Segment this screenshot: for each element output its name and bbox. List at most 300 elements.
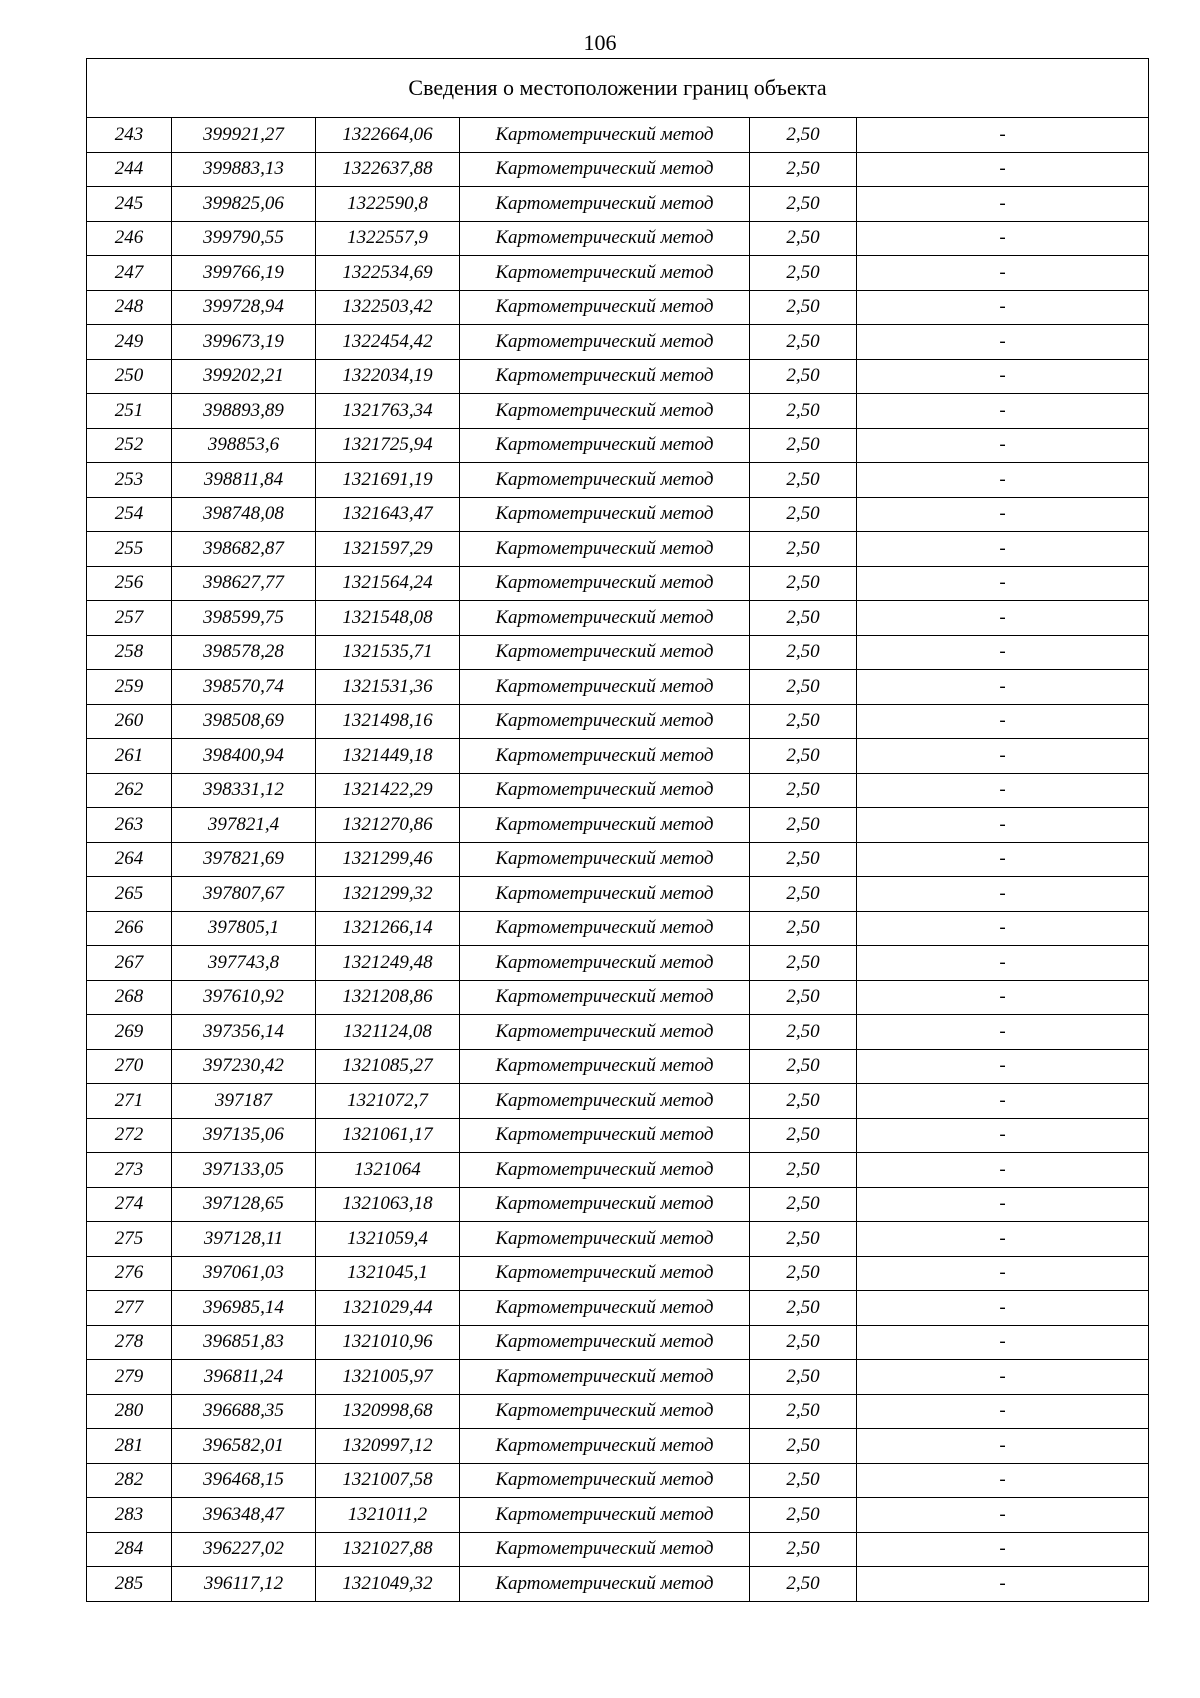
x-coordinate-cell: 397135,06: [172, 1118, 316, 1153]
y-coordinate-cell: 1321085,27: [316, 1049, 460, 1084]
x-coordinate-cell: 398599,75: [172, 601, 316, 636]
table-caption-row: [87, 59, 1149, 118]
x-coordinate-cell: 399202,21: [172, 359, 316, 394]
point-number-cell: 267: [87, 946, 172, 981]
point-number-cell: 278: [87, 1325, 172, 1360]
point-number-cell: 256: [87, 566, 172, 601]
accuracy-cell: 2,50: [750, 325, 857, 360]
accuracy-cell: 2,50: [750, 152, 857, 187]
description-cell: -: [857, 256, 1149, 291]
point-number-cell: 247: [87, 256, 172, 291]
description-cell: -: [857, 428, 1149, 463]
y-coordinate-cell: 1321449,18: [316, 739, 460, 774]
accuracy-cell: 2,50: [750, 980, 857, 1015]
x-coordinate-cell: 398748,08: [172, 497, 316, 532]
point-number-cell: 285: [87, 1567, 172, 1602]
table-body: [87, 59, 1149, 1602]
method-cell: Картометрический метод: [460, 773, 750, 808]
description-cell: -: [857, 325, 1149, 360]
y-coordinate-cell: 1322034,19: [316, 359, 460, 394]
page-number: 106: [583, 30, 617, 55]
x-coordinate-cell: 397061,03: [172, 1256, 316, 1291]
method-cell: Картометрический метод: [460, 946, 750, 981]
accuracy-cell: 2,50: [750, 670, 857, 705]
accuracy-cell: 2,50: [750, 428, 857, 463]
method-cell: Картометрический метод: [460, 1187, 750, 1222]
y-coordinate-cell: 1321124,08: [316, 1015, 460, 1050]
description-cell: -: [857, 1567, 1149, 1602]
table-row: [87, 980, 1149, 1015]
x-coordinate-cell: 399728,94: [172, 290, 316, 325]
description-cell: -: [857, 118, 1149, 153]
description-cell: -: [857, 221, 1149, 256]
x-coordinate-cell: 398400,94: [172, 739, 316, 774]
y-coordinate-cell: 1321643,47: [316, 497, 460, 532]
description-cell: -: [857, 1118, 1149, 1153]
table-row: [87, 773, 1149, 808]
description-cell: -: [857, 1256, 1149, 1291]
point-number-cell: 252: [87, 428, 172, 463]
x-coordinate-cell: 396985,14: [172, 1291, 316, 1326]
x-coordinate-cell: 397230,42: [172, 1049, 316, 1084]
description-cell: -: [857, 911, 1149, 946]
table-row: [87, 152, 1149, 187]
y-coordinate-cell: 1321064: [316, 1153, 460, 1188]
table-row: [87, 290, 1149, 325]
table-row: [87, 1498, 1149, 1533]
y-coordinate-cell: 1321270,86: [316, 808, 460, 843]
method-cell: Картометрический метод: [460, 256, 750, 291]
description-cell: -: [857, 877, 1149, 912]
point-number-cell: 244: [87, 152, 172, 187]
accuracy-cell: 2,50: [750, 118, 857, 153]
y-coordinate-cell: 1321597,29: [316, 532, 460, 567]
accuracy-cell: 2,50: [750, 1084, 857, 1119]
x-coordinate-cell: 398853,6: [172, 428, 316, 463]
x-coordinate-cell: 399766,19: [172, 256, 316, 291]
description-cell: -: [857, 704, 1149, 739]
method-cell: Картометрический метод: [460, 1325, 750, 1360]
accuracy-cell: 2,50: [750, 1291, 857, 1326]
method-cell: Картометрический метод: [460, 1394, 750, 1429]
point-number-cell: 245: [87, 187, 172, 222]
point-number-cell: 268: [87, 980, 172, 1015]
x-coordinate-cell: 399825,06: [172, 187, 316, 222]
method-cell: Картометрический метод: [460, 1463, 750, 1498]
accuracy-cell: 2,50: [750, 1118, 857, 1153]
description-cell: -: [857, 497, 1149, 532]
method-cell: Картометрический метод: [460, 739, 750, 774]
point-number-cell: 246: [87, 221, 172, 256]
description-cell: -: [857, 773, 1149, 808]
table-row: [87, 1291, 1149, 1326]
y-coordinate-cell: 1321725,94: [316, 428, 460, 463]
method-cell: Картометрический метод: [460, 911, 750, 946]
x-coordinate-cell: 396582,01: [172, 1429, 316, 1464]
method-cell: Картометрический метод: [460, 1015, 750, 1050]
method-cell: Картометрический метод: [460, 1498, 750, 1533]
description-cell: -: [857, 290, 1149, 325]
method-cell: Картометрический метод: [460, 428, 750, 463]
method-cell: Картометрический метод: [460, 359, 750, 394]
accuracy-cell: 2,50: [750, 566, 857, 601]
method-cell: Картометрический метод: [460, 808, 750, 843]
y-coordinate-cell: 1321691,19: [316, 463, 460, 498]
description-cell: -: [857, 1222, 1149, 1257]
x-coordinate-cell: 397807,67: [172, 877, 316, 912]
accuracy-cell: 2,50: [750, 1429, 857, 1464]
x-coordinate-cell: 399790,55: [172, 221, 316, 256]
boundary-coordinates-table: [86, 58, 1149, 1602]
x-coordinate-cell: 397821,69: [172, 842, 316, 877]
accuracy-cell: 2,50: [750, 739, 857, 774]
y-coordinate-cell: 1321548,08: [316, 601, 460, 636]
method-cell: Картометрический метод: [460, 704, 750, 739]
y-coordinate-cell: 1321029,44: [316, 1291, 460, 1326]
x-coordinate-cell: 396811,24: [172, 1360, 316, 1395]
y-coordinate-cell: 1321535,71: [316, 635, 460, 670]
description-cell: -: [857, 1187, 1149, 1222]
description-cell: -: [857, 739, 1149, 774]
method-cell: Картометрический метод: [460, 221, 750, 256]
description-cell: -: [857, 1049, 1149, 1084]
description-cell: -: [857, 359, 1149, 394]
description-cell: -: [857, 532, 1149, 567]
y-coordinate-cell: 1322664,06: [316, 118, 460, 153]
x-coordinate-cell: 398811,84: [172, 463, 316, 498]
method-cell: Картометрический метод: [460, 463, 750, 498]
y-coordinate-cell: 1322557,9: [316, 221, 460, 256]
point-number-cell: 261: [87, 739, 172, 774]
table-row: [87, 1463, 1149, 1498]
method-cell: Картометрический метод: [460, 118, 750, 153]
point-number-cell: 273: [87, 1153, 172, 1188]
accuracy-cell: 2,50: [750, 359, 857, 394]
point-number-cell: 275: [87, 1222, 172, 1257]
method-cell: Картометрический метод: [460, 980, 750, 1015]
x-coordinate-cell: 398893,89: [172, 394, 316, 429]
table-row: [87, 842, 1149, 877]
table-row: [87, 1222, 1149, 1257]
table-row: [87, 1394, 1149, 1429]
point-number-cell: 274: [87, 1187, 172, 1222]
table-row: [87, 566, 1149, 601]
accuracy-cell: 2,50: [750, 1360, 857, 1395]
description-cell: -: [857, 463, 1149, 498]
table-row: [87, 1049, 1149, 1084]
description-cell: -: [857, 1015, 1149, 1050]
description-cell: -: [857, 1360, 1149, 1395]
point-number-cell: 249: [87, 325, 172, 360]
point-number-cell: 266: [87, 911, 172, 946]
accuracy-cell: 2,50: [750, 1049, 857, 1084]
y-coordinate-cell: 1321531,36: [316, 670, 460, 705]
y-coordinate-cell: 1321249,48: [316, 946, 460, 981]
x-coordinate-cell: 396348,47: [172, 1498, 316, 1533]
point-number-cell: 282: [87, 1463, 172, 1498]
table-row: [87, 187, 1149, 222]
accuracy-cell: 2,50: [750, 635, 857, 670]
description-cell: -: [857, 1498, 1149, 1533]
method-cell: Картометрический метод: [460, 1532, 750, 1567]
x-coordinate-cell: 398570,74: [172, 670, 316, 705]
method-cell: Картометрический метод: [460, 635, 750, 670]
method-cell: Картометрический метод: [460, 497, 750, 532]
point-number-cell: 269: [87, 1015, 172, 1050]
method-cell: Картометрический метод: [460, 601, 750, 636]
table-row: [87, 1360, 1149, 1395]
description-cell: -: [857, 1325, 1149, 1360]
description-cell: -: [857, 842, 1149, 877]
accuracy-cell: 2,50: [750, 773, 857, 808]
point-number-cell: 258: [87, 635, 172, 670]
accuracy-cell: 2,50: [750, 704, 857, 739]
method-cell: Картометрический метод: [460, 1291, 750, 1326]
table-caption: Сведения о местоположении границ объекта: [87, 59, 1149, 118]
table-row: [87, 1015, 1149, 1050]
x-coordinate-cell: 398578,28: [172, 635, 316, 670]
table-row: [87, 1256, 1149, 1291]
method-cell: Картометрический метод: [460, 1567, 750, 1602]
y-coordinate-cell: 1321005,97: [316, 1360, 460, 1395]
point-number-cell: 262: [87, 773, 172, 808]
point-number-cell: 271: [87, 1084, 172, 1119]
method-cell: Картометрический метод: [460, 1256, 750, 1291]
y-coordinate-cell: 1321011,2: [316, 1498, 460, 1533]
point-number-cell: 254: [87, 497, 172, 532]
table-row: [87, 256, 1149, 291]
accuracy-cell: 2,50: [750, 1222, 857, 1257]
point-number-cell: 265: [87, 877, 172, 912]
accuracy-cell: 2,50: [750, 256, 857, 291]
accuracy-cell: 2,50: [750, 1187, 857, 1222]
y-coordinate-cell: 1321564,24: [316, 566, 460, 601]
x-coordinate-cell: 397821,4: [172, 808, 316, 843]
x-coordinate-cell: 396851,83: [172, 1325, 316, 1360]
y-coordinate-cell: 1321027,88: [316, 1532, 460, 1567]
accuracy-cell: 2,50: [750, 394, 857, 429]
point-number-cell: 281: [87, 1429, 172, 1464]
x-coordinate-cell: 396227,02: [172, 1532, 316, 1567]
table-row: [87, 118, 1149, 153]
table-row: [87, 670, 1149, 705]
method-cell: Картометрический метод: [460, 877, 750, 912]
x-coordinate-cell: 398627,77: [172, 566, 316, 601]
point-number-cell: 280: [87, 1394, 172, 1429]
y-coordinate-cell: 1321763,34: [316, 394, 460, 429]
table-row: [87, 463, 1149, 498]
accuracy-cell: 2,50: [750, 463, 857, 498]
y-coordinate-cell: 1321299,32: [316, 877, 460, 912]
method-cell: Картометрический метод: [460, 325, 750, 360]
description-cell: -: [857, 1532, 1149, 1567]
method-cell: Картометрический метод: [460, 1084, 750, 1119]
y-coordinate-cell: 1322534,69: [316, 256, 460, 291]
point-number-cell: 272: [87, 1118, 172, 1153]
method-cell: Картометрический метод: [460, 1118, 750, 1153]
point-number-cell: 264: [87, 842, 172, 877]
method-cell: Картометрический метод: [460, 290, 750, 325]
accuracy-cell: 2,50: [750, 877, 857, 912]
y-coordinate-cell: 1321010,96: [316, 1325, 460, 1360]
point-number-cell: 243: [87, 118, 172, 153]
accuracy-cell: 2,50: [750, 1463, 857, 1498]
accuracy-cell: 2,50: [750, 1567, 857, 1602]
table-row: [87, 1153, 1149, 1188]
method-cell: Картометрический метод: [460, 670, 750, 705]
accuracy-cell: 2,50: [750, 290, 857, 325]
x-coordinate-cell: 398331,12: [172, 773, 316, 808]
point-number-cell: 255: [87, 532, 172, 567]
table-row: [87, 325, 1149, 360]
description-cell: -: [857, 670, 1149, 705]
y-coordinate-cell: 1322454,42: [316, 325, 460, 360]
table-row: [87, 1118, 1149, 1153]
y-coordinate-cell: 1321498,16: [316, 704, 460, 739]
x-coordinate-cell: 397356,14: [172, 1015, 316, 1050]
description-cell: -: [857, 1153, 1149, 1188]
accuracy-cell: 2,50: [750, 946, 857, 981]
point-number-cell: 276: [87, 1256, 172, 1291]
accuracy-cell: 2,50: [750, 842, 857, 877]
x-coordinate-cell: 398682,87: [172, 532, 316, 567]
description-cell: -: [857, 394, 1149, 429]
table-row: [87, 394, 1149, 429]
accuracy-cell: 2,50: [750, 187, 857, 222]
method-cell: Картометрический метод: [460, 1049, 750, 1084]
accuracy-cell: 2,50: [750, 221, 857, 256]
method-cell: Картометрический метод: [460, 1222, 750, 1257]
table-row: [87, 877, 1149, 912]
y-coordinate-cell: 1321059,4: [316, 1222, 460, 1257]
table-row: [87, 1187, 1149, 1222]
y-coordinate-cell: 1321299,46: [316, 842, 460, 877]
accuracy-cell: 2,50: [750, 1532, 857, 1567]
point-number-cell: 260: [87, 704, 172, 739]
y-coordinate-cell: 1322590,8: [316, 187, 460, 222]
method-cell: Картометрический метод: [460, 152, 750, 187]
point-number-cell: 270: [87, 1049, 172, 1084]
accuracy-cell: 2,50: [750, 1015, 857, 1050]
point-number-cell: 250: [87, 359, 172, 394]
description-cell: -: [857, 1291, 1149, 1326]
method-cell: Картометрический метод: [460, 1429, 750, 1464]
description-cell: -: [857, 946, 1149, 981]
method-cell: Картометрический метод: [460, 187, 750, 222]
x-coordinate-cell: 399673,19: [172, 325, 316, 360]
description-cell: -: [857, 980, 1149, 1015]
accuracy-cell: 2,50: [750, 1153, 857, 1188]
y-coordinate-cell: 1321072,7: [316, 1084, 460, 1119]
accuracy-cell: 2,50: [750, 1256, 857, 1291]
accuracy-cell: 2,50: [750, 1498, 857, 1533]
y-coordinate-cell: 1322503,42: [316, 290, 460, 325]
point-number-cell: 279: [87, 1360, 172, 1395]
method-cell: Картометрический метод: [460, 842, 750, 877]
table-row: [87, 532, 1149, 567]
method-cell: Картометрический метод: [460, 1153, 750, 1188]
x-coordinate-cell: 397743,8: [172, 946, 316, 981]
x-coordinate-cell: 396468,15: [172, 1463, 316, 1498]
accuracy-cell: 2,50: [750, 1394, 857, 1429]
y-coordinate-cell: 1322637,88: [316, 152, 460, 187]
method-cell: Картометрический метод: [460, 1360, 750, 1395]
accuracy-cell: 2,50: [750, 1325, 857, 1360]
accuracy-cell: 2,50: [750, 601, 857, 636]
table-row: [87, 946, 1149, 981]
accuracy-cell: 2,50: [750, 497, 857, 532]
y-coordinate-cell: 1321007,58: [316, 1463, 460, 1498]
description-cell: -: [857, 635, 1149, 670]
x-coordinate-cell: 397187: [172, 1084, 316, 1119]
table-row: [87, 1532, 1149, 1567]
y-coordinate-cell: 1321063,18: [316, 1187, 460, 1222]
table-row: [87, 739, 1149, 774]
method-cell: Картометрический метод: [460, 566, 750, 601]
point-number-cell: 259: [87, 670, 172, 705]
point-number-cell: 283: [87, 1498, 172, 1533]
y-coordinate-cell: 1321049,32: [316, 1567, 460, 1602]
table-row: [87, 1084, 1149, 1119]
description-cell: -: [857, 566, 1149, 601]
table-row: [87, 911, 1149, 946]
y-coordinate-cell: 1321266,14: [316, 911, 460, 946]
table-row: [87, 428, 1149, 463]
x-coordinate-cell: 397610,92: [172, 980, 316, 1015]
table-row: [87, 1325, 1149, 1360]
table-row: [87, 497, 1149, 532]
description-cell: -: [857, 152, 1149, 187]
x-coordinate-cell: 399883,13: [172, 152, 316, 187]
point-number-cell: 253: [87, 463, 172, 498]
table-row: [87, 359, 1149, 394]
table-row: [87, 601, 1149, 636]
table-row: [87, 704, 1149, 739]
y-coordinate-cell: 1321208,86: [316, 980, 460, 1015]
table-row: [87, 635, 1149, 670]
x-coordinate-cell: 396117,12: [172, 1567, 316, 1602]
accuracy-cell: 2,50: [750, 532, 857, 567]
point-number-cell: 257: [87, 601, 172, 636]
accuracy-cell: 2,50: [750, 808, 857, 843]
description-cell: -: [857, 1394, 1149, 1429]
x-coordinate-cell: 398508,69: [172, 704, 316, 739]
x-coordinate-cell: 396688,35: [172, 1394, 316, 1429]
x-coordinate-cell: 397128,11: [172, 1222, 316, 1257]
x-coordinate-cell: 399921,27: [172, 118, 316, 153]
point-number-cell: 277: [87, 1291, 172, 1326]
description-cell: -: [857, 1084, 1149, 1119]
table-row: [87, 1429, 1149, 1464]
y-coordinate-cell: 1321061,17: [316, 1118, 460, 1153]
table-row: [87, 808, 1149, 843]
description-cell: -: [857, 1463, 1149, 1498]
x-coordinate-cell: 397128,65: [172, 1187, 316, 1222]
y-coordinate-cell: 1321422,29: [316, 773, 460, 808]
description-cell: -: [857, 187, 1149, 222]
table-row: [87, 1567, 1149, 1602]
method-cell: Картометрический метод: [460, 394, 750, 429]
table-row: [87, 221, 1149, 256]
description-cell: -: [857, 1429, 1149, 1464]
y-coordinate-cell: 1320998,68: [316, 1394, 460, 1429]
point-number-cell: 284: [87, 1532, 172, 1567]
point-number-cell: 251: [87, 394, 172, 429]
x-coordinate-cell: 397805,1: [172, 911, 316, 946]
point-number-cell: 248: [87, 290, 172, 325]
description-cell: -: [857, 601, 1149, 636]
y-coordinate-cell: 1321045,1: [316, 1256, 460, 1291]
